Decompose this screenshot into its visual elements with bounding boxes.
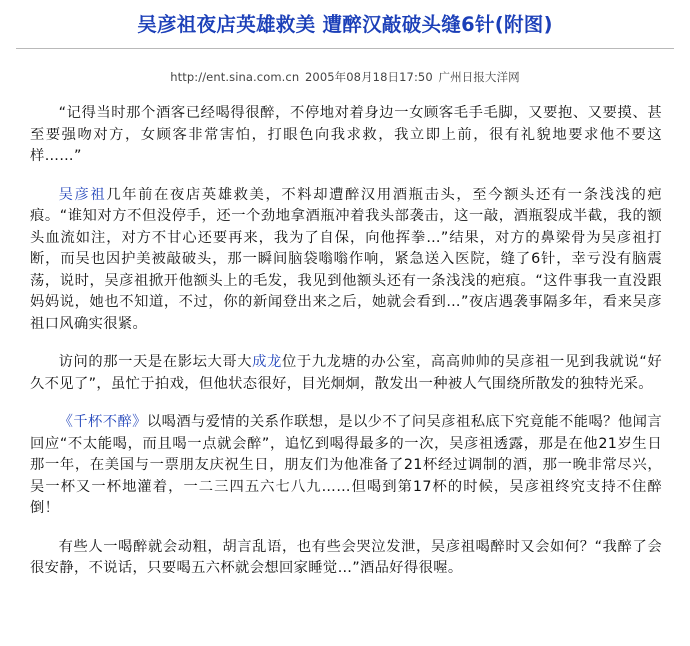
paragraph-1: “记得当时那个酒客已经喝得很醉，不停地对着身边一女顾客毛手毛脚，又要抱、又要摸、甚至要强吻对方，女顾客非常害怕，打眼色向我求救，我立即上前，很有礼貌地要求他不要这样……” — [30, 105, 662, 164]
paragraph-3 — [30, 352, 662, 395]
article-headline: 吴彦祖夜店英雄救美 遭醉汉敲破头缝6针(附图) — [137, 13, 553, 36]
paragraph-4 — [30, 412, 662, 520]
paragraph-2-text: 几年前在夜店英雄救美，不料却遭醉汉用酒瓶击头，至今额头还有一条浅浅的疤痕。“谁知对方不但没停手，还一个劲地拿酒瓶冲着我头部袭击，这一敲，酒瓶裂成半截，我的额头血流如注，对方不甘心还要再来，我为了自保，向他挥拳…”结果，对方的鼻梁骨为吴彦祖打断，而吴也因护美被敲破头，那一瞬间脑袋嗡嗡作响，紧急送入医院，缝了6针，幸亏没有脑震荡，说时，吴彦祖掀开他额头上的毛发，我见到他额头还有一条浅浅的疤痕。“这件事我一直没跟妈妈说，她也不知道，不过，你的新闻登出来之后，她就会看到…”夜店遇袭事隔多年，看来吴彦祖口风确实很紧。 — [30, 186, 662, 332]
source-name: 广州日报大洋网 — [438, 70, 520, 84]
paragraph-2 — [30, 185, 662, 336]
film-link[interactable]: 《千杯不醉》 — [58, 414, 147, 430]
title-divider — [16, 48, 674, 49]
paragraph-3-text-a: 访问的那一天是在影坛大哥大 — [58, 354, 253, 370]
person-link-jackie-chan[interactable]: 成龙 — [252, 354, 282, 370]
paragraph-3-text-b: 位于九龙塘的办公室，高高帅帅的吴彦祖一见到我就说“好久不见了”，虽忙于拍戏，但他状态很好，目光炯炯，散发出一种被人气围绕所散发的独特光采。 — [30, 354, 662, 392]
article-meta — [16, 69, 674, 85]
person-link-wu-yanzu[interactable]: 吴彦祖 — [58, 186, 107, 203]
publish-datetime: 2005年08月18日17:50 — [304, 70, 433, 84]
paragraph-5: 有些人一喝醉就会动粗，胡言乱语，也有些会哭泣发泄，吴彦祖喝醉时又会如何？“我醉了会很安静，不说话，只要喝五六杯就会想回家睡觉…”酒品好得很喔。 — [30, 538, 662, 576]
paragraph-4-text: 以喝酒与爱情的关系作联想，是以少不了问吴彦祖私底下究竟能不能喝？他闻言回应“不太能喝，而且喝一点就会醉”，追忆到喝得最多的一次，吴彦祖透露，那是在他21岁生日那一年，在美国与一票朋友庆祝生日，朋友们为他准备了21杯经过调制的酒，那一晚非常尽兴，吴一杯又一杯地灌着，一二三四五六七八九……但喝到第17杯的时候，吴彦祖终究支持不住醉倒！ — [30, 414, 662, 516]
article-body — [16, 103, 674, 580]
source-url[interactable]: http://ent.sina.com.cn — [170, 70, 300, 84]
